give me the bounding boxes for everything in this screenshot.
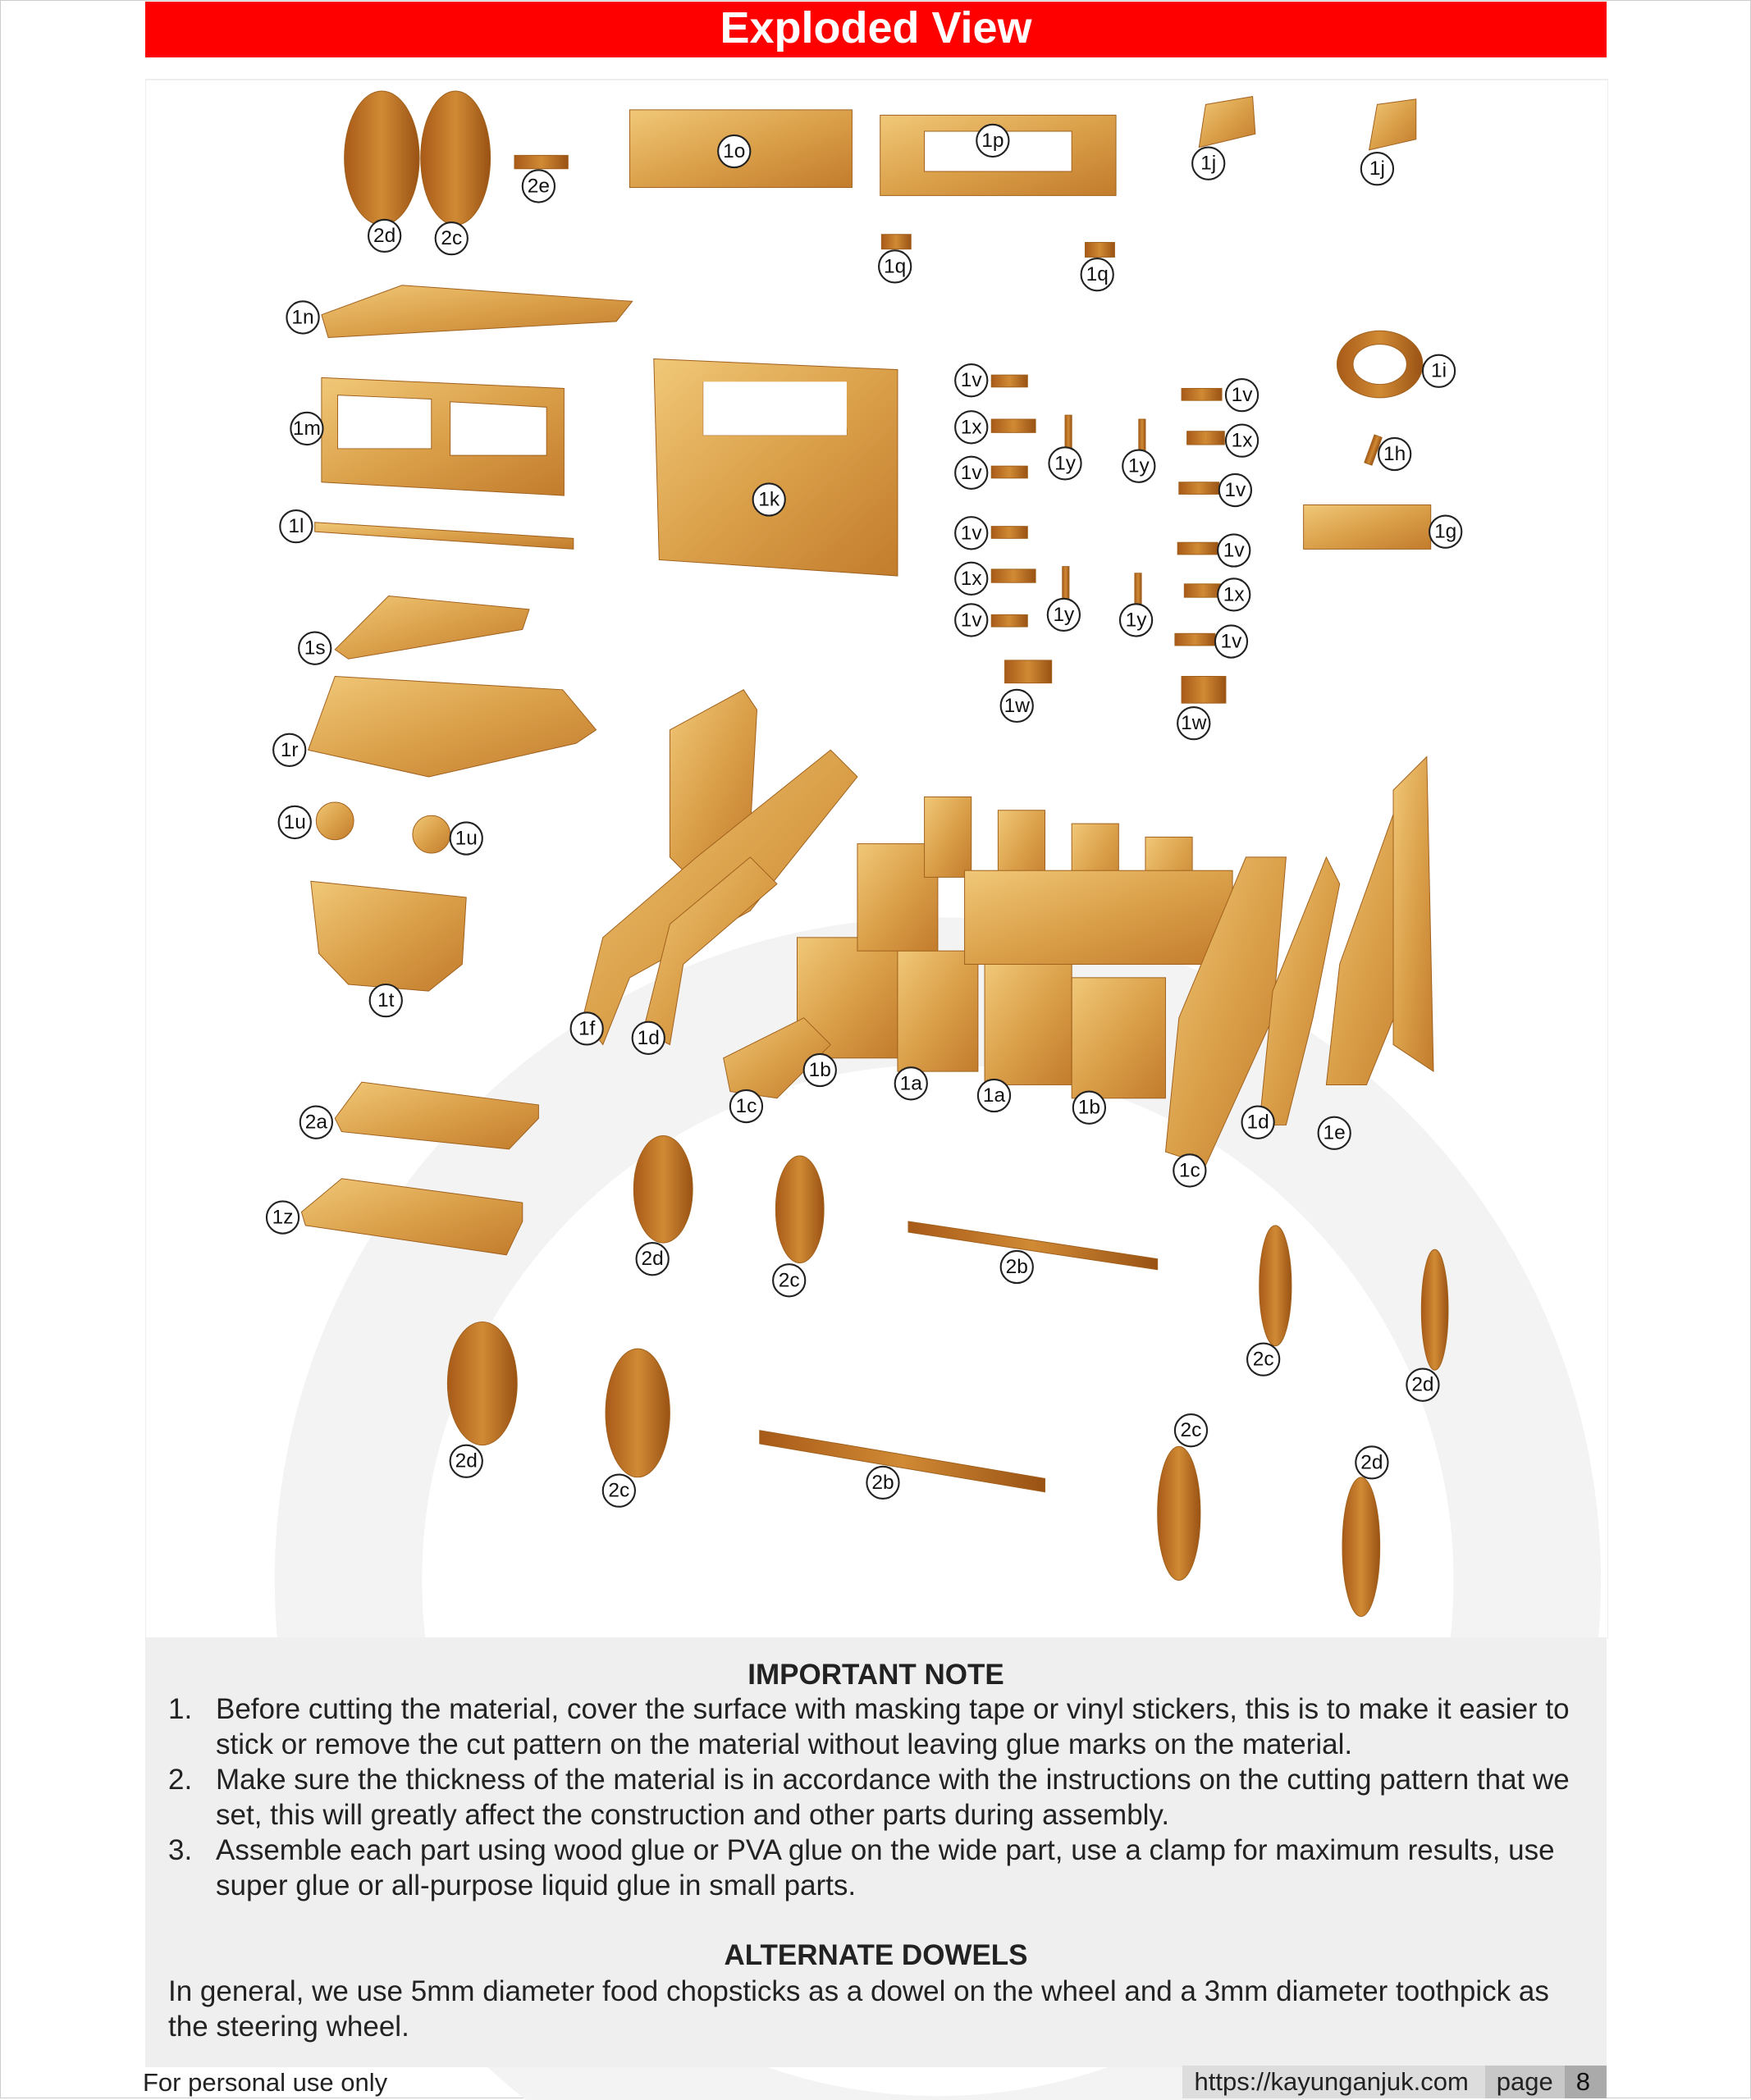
label-text: 1d xyxy=(1246,1111,1269,1134)
part-label-1c xyxy=(1173,1154,1205,1186)
part-label-1e xyxy=(1319,1117,1351,1149)
part-label-1x xyxy=(1218,578,1250,610)
part-label-1j xyxy=(1361,153,1393,185)
part-1r xyxy=(309,676,597,776)
part-label-2c xyxy=(1175,1414,1207,1446)
label-text: 1x xyxy=(960,416,982,439)
part-label-2c xyxy=(436,222,468,254)
label-text: 1v xyxy=(960,609,982,632)
part-label-1q xyxy=(1081,258,1113,290)
label-text: 2c xyxy=(1252,1348,1274,1371)
label-text: 2d xyxy=(373,224,396,247)
label-text: 1w xyxy=(1004,694,1030,717)
part-label-1v xyxy=(955,604,987,636)
part-1q xyxy=(881,235,911,249)
label-text: 1b xyxy=(808,1058,831,1081)
notes-section xyxy=(145,1637,1607,2067)
label-text: 1l xyxy=(288,515,304,538)
part-1u xyxy=(413,815,450,853)
label-text: 2e xyxy=(527,175,550,198)
label-text: 1q xyxy=(884,255,907,278)
label-text: 1z xyxy=(272,1206,294,1229)
label-text: 1a xyxy=(982,1084,1006,1107)
label-text: 1x xyxy=(1231,429,1253,452)
label-text: 1m xyxy=(292,417,321,440)
label-text: 2c xyxy=(778,1269,800,1292)
part-2e xyxy=(514,155,568,168)
important-note-title: IMPORTANT NOTE xyxy=(747,1659,1004,1691)
note-item xyxy=(168,1762,1584,1833)
page-title: Exploded View xyxy=(145,2,1607,57)
note-text: Assemble each part using wood glue or PVA glue on the wide part, use a clamp for maximum results, use super glue or all-purpose liquid glue in small parts. xyxy=(216,1834,1555,1901)
label-text: 1y xyxy=(1053,603,1075,626)
part-1j xyxy=(1199,97,1255,148)
label-text: 1t xyxy=(377,989,395,1012)
label-text: 1e xyxy=(1323,1121,1346,1144)
part-label-2c xyxy=(603,1475,635,1507)
part-label-1k xyxy=(753,483,785,515)
part-label-1q xyxy=(879,250,911,282)
part-label-2c xyxy=(773,1264,805,1296)
label-text: 1w xyxy=(1181,712,1207,735)
part-1t xyxy=(311,881,466,991)
label-text: 2c xyxy=(1180,1419,1202,1442)
part-label-1a xyxy=(895,1067,927,1099)
part-label-1y xyxy=(1122,450,1154,482)
part-label-1p xyxy=(976,125,1008,157)
part-label-1z xyxy=(267,1201,299,1233)
part-label-1b xyxy=(1073,1092,1105,1124)
part-label-2d xyxy=(1406,1369,1438,1401)
label-text: 1o xyxy=(723,139,746,162)
label-text: 2a xyxy=(304,1111,327,1134)
small-parts-1v-1x-1y xyxy=(991,375,1226,703)
label-text: 1p xyxy=(981,129,1004,152)
part-label-1s xyxy=(299,632,331,664)
note-text: Make sure the thickness of the material is in accordance with the instructions on the cutting pattern that we set, this will greatly affect the construction and other parts during assembly. xyxy=(216,1764,1570,1831)
part-label-2d xyxy=(368,220,400,252)
page-label: page xyxy=(1485,2066,1565,2098)
wood-parts xyxy=(301,91,1448,1617)
label-text: 1r xyxy=(280,738,299,761)
part-label-1v xyxy=(1219,474,1251,506)
part-label-1o xyxy=(718,135,750,167)
label-text: 1v xyxy=(1220,630,1242,653)
label-text: 1y xyxy=(1125,609,1147,632)
label-text: 2d xyxy=(1360,1451,1383,1474)
part-1u xyxy=(316,802,354,840)
wheel-2c xyxy=(1158,1446,1200,1580)
part-label-1h xyxy=(1378,438,1410,470)
label-text: 1d xyxy=(637,1026,660,1049)
label-text: 2d xyxy=(455,1449,478,1472)
part-label-1b xyxy=(804,1054,836,1086)
part-1i xyxy=(1337,331,1422,398)
part-label-2b xyxy=(1001,1251,1033,1283)
alternate-dowels-text: In general, we use 5mm diameter food chopsticks as a dowel on the wheel and a 3mm diameter toothpick as the steering wheel. xyxy=(168,1975,1549,2043)
wheel-2d xyxy=(633,1135,693,1243)
label-text: 1n xyxy=(291,306,314,329)
part-label-2d xyxy=(1356,1446,1388,1478)
label-text: 1s xyxy=(304,637,326,660)
label-text: 1i xyxy=(1431,359,1447,382)
wheel-2c xyxy=(606,1349,670,1477)
part-label-1j xyxy=(1192,148,1224,180)
part-label-1v xyxy=(955,457,987,489)
part-label-1c xyxy=(730,1090,762,1122)
part-1m xyxy=(322,377,565,495)
label-text: 1u xyxy=(455,827,478,850)
part-1j xyxy=(1369,99,1416,150)
note-item xyxy=(168,1833,1584,1903)
label-text: 2d xyxy=(1411,1373,1434,1396)
part-label-1a xyxy=(978,1080,1010,1112)
part-label-1v xyxy=(955,364,987,396)
part-1l xyxy=(315,523,574,550)
label-text: 1y xyxy=(1054,452,1076,475)
label-text: 1c xyxy=(1178,1159,1200,1182)
label-text: 1a xyxy=(899,1072,922,1095)
part-1s xyxy=(335,596,529,660)
notes-list xyxy=(168,1691,1584,1903)
label-text: 1k xyxy=(758,488,780,511)
part-label-1r xyxy=(273,734,305,766)
alternate-dowels-title: ALTERNATE DOWELS xyxy=(724,1939,1028,1971)
wheel-2d xyxy=(1342,1477,1380,1617)
wheel-2c xyxy=(1260,1226,1292,1346)
label-text: 2b xyxy=(871,1471,894,1494)
wheel-2c xyxy=(775,1156,824,1263)
label-text: 1x xyxy=(960,567,982,590)
footer-page-info xyxy=(1182,2066,1607,2098)
wheel-2d xyxy=(1421,1249,1448,1370)
part-label-1x xyxy=(955,411,987,443)
note-number: 1. xyxy=(168,1693,193,1725)
part-1q xyxy=(1086,243,1115,258)
part-label-1v xyxy=(1215,625,1247,657)
part-label-1y xyxy=(1120,604,1152,636)
note-number: 2. xyxy=(168,1764,193,1796)
label-text: 1v xyxy=(1223,539,1245,562)
website-link[interactable]: https://kayunganjuk.com xyxy=(1182,2066,1484,2098)
part-label-1n xyxy=(286,301,318,333)
part-label-2a xyxy=(300,1107,332,1139)
part-1n xyxy=(322,285,633,338)
label-text: 1v xyxy=(960,522,982,545)
label-text: 1v xyxy=(1224,479,1246,502)
wheel-2c xyxy=(421,91,491,225)
label-text: 1v xyxy=(960,461,982,484)
label-text: 2b xyxy=(1005,1255,1028,1278)
part-label-2c xyxy=(1247,1344,1279,1376)
axle-2b xyxy=(760,1431,1045,1492)
label-text: 1x xyxy=(1223,583,1245,606)
part-label-1x xyxy=(1226,425,1258,457)
part-label-1v xyxy=(1218,534,1250,566)
label-text: 1b xyxy=(1077,1096,1101,1119)
footer-disclaimer: For personal use only xyxy=(143,2068,388,2097)
wheel-2d xyxy=(345,91,419,225)
label-text: 2c xyxy=(441,227,463,250)
label-text: 1j xyxy=(1369,158,1385,180)
label-text: 1y xyxy=(1127,454,1150,477)
label-text: 2d xyxy=(641,1248,664,1271)
part-label-1w xyxy=(1177,707,1209,739)
wheel-2d xyxy=(447,1322,517,1445)
part-label-2d xyxy=(450,1445,482,1477)
label-text: 1u xyxy=(283,810,306,833)
page-number: 8 xyxy=(1565,2066,1607,2098)
part-label-1x xyxy=(955,563,987,595)
part-label-1y xyxy=(1048,599,1080,631)
note-number: 3. xyxy=(168,1834,193,1866)
note-text: Before cutting the material, cover the surface with masking tape or vinyl stickers, this is to make it easier to stick or remove the cut pattern on the material without leaving glue marks on the material. xyxy=(216,1693,1570,1760)
part-label-1m xyxy=(290,413,322,445)
label-text: 1f xyxy=(578,1017,596,1040)
note-item xyxy=(168,1691,1584,1762)
part-label-1d xyxy=(1242,1107,1274,1139)
label-text: 1g xyxy=(1434,520,1457,543)
label-text: 1j xyxy=(1200,152,1217,175)
part-label-1t xyxy=(370,984,402,1016)
part-label-1u xyxy=(450,822,482,854)
part-label-1f xyxy=(571,1012,603,1044)
part-label-2e xyxy=(523,170,555,202)
part-label-1i xyxy=(1423,355,1455,387)
part-label-1v xyxy=(955,517,987,549)
part-label-1l xyxy=(280,510,312,542)
part-label-1g xyxy=(1429,516,1461,548)
part-label-2d xyxy=(637,1243,669,1275)
label-text: 1q xyxy=(1086,263,1109,286)
part-label-1u xyxy=(279,806,311,838)
part-label-1y xyxy=(1049,447,1081,479)
part-label-1w xyxy=(1001,690,1033,722)
label-text: 1v xyxy=(960,369,982,392)
part-1g xyxy=(1304,505,1431,550)
part-label-1v xyxy=(1226,379,1258,411)
label-text: 1c xyxy=(735,1095,757,1118)
label-text: 1h xyxy=(1383,442,1406,465)
label-text: 1v xyxy=(1231,384,1253,407)
part-label-2b xyxy=(866,1467,898,1499)
part-label-1d xyxy=(633,1022,665,1054)
label-text: 2c xyxy=(608,1479,630,1502)
